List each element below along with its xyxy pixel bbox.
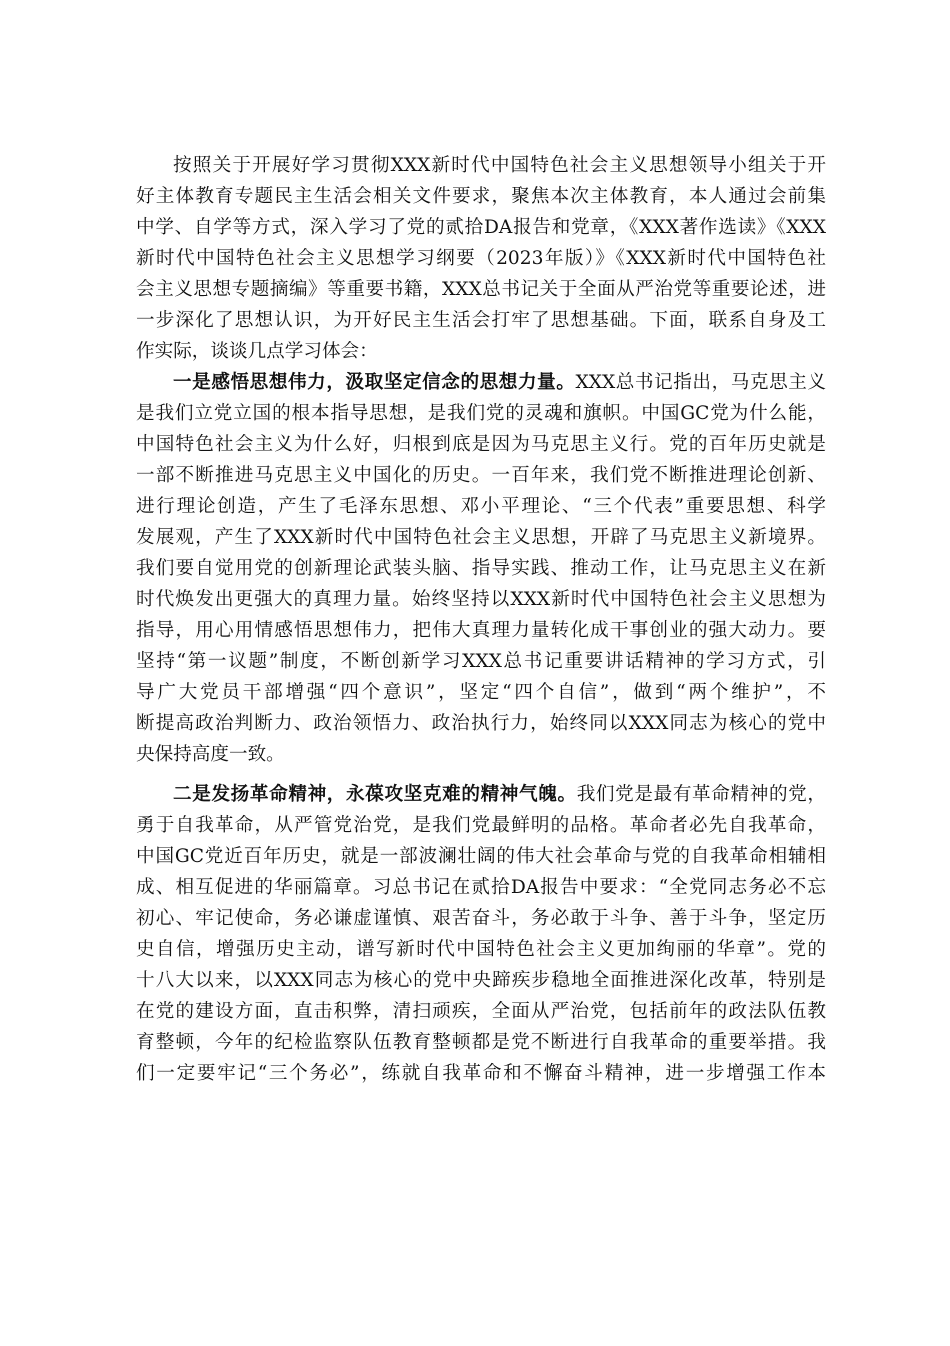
text-run: 我们党是最有革命精神的党， xyxy=(576,784,826,805)
text-line: 会主义思想专题摘编》等重要书籍，XXX总书记关于全面从严治党等重要论述，进 xyxy=(136,279,826,300)
text-line: 史自信，增强历史主动，谱写新时代中国特色社会主义更加绚丽的华章”。党的 xyxy=(136,939,826,960)
text-line: 导广大党员干部增强“四个意识”，坚定“四个自信”，做到“两个维护”，不 xyxy=(136,682,826,703)
text-line: 央保持高度一致。 xyxy=(136,744,285,765)
text-line: 指导，用心用情感悟思想伟力，把伟大真理力量转化成干事创业的强大动力。要 xyxy=(136,620,826,641)
text-line: 中国特色社会主义为什么好，归根到底是因为马克思主义行。党的百年历史就是 xyxy=(136,434,826,455)
paragraph-section-one xyxy=(136,367,826,770)
text-line: 在党的建设方面，直击积弊，清扫顽疾，全面从严治党，包括前年的政法队伍教 xyxy=(136,1001,826,1022)
text-run: XXX总书记指出，马克思主义 xyxy=(575,372,826,393)
text-line: 我们要自觉用党的创新理论武装头脑、指导实践、推动工作，让马克思主义在新 xyxy=(136,558,826,579)
text-line: 成、相互促进的华丽篇章。习总书记在贰拾DA报告中要求：“全党同志务必不忘 xyxy=(136,877,826,898)
text-line: 按照关于开展好学习贯彻XXX新时代中国特色社会主义思想领导小组关于开 xyxy=(173,155,826,176)
text-line: 初心、牢记使命，务必谦虚谨慎、艰苦奋斗，务必敢于斗争、善于斗争，坚定历 xyxy=(136,908,826,929)
paragraph-gap xyxy=(136,770,826,779)
section-heading: 二是发扬革命精神，永葆攻坚克难的精神气魄。 xyxy=(173,784,577,805)
text-line: 中国GC党近百年历史，就是一部波澜壮阔的伟大社会革命与党的自我革命相辅相 xyxy=(136,846,826,867)
text-line: 十八大以来，以XXX同志为核心的党中央蹄疾步稳地全面推进深化改革，特别是 xyxy=(136,970,826,991)
text-line: 勇于自我革命，从严管党治党，是我们党最鲜明的品格。革命者必先自我革命， xyxy=(136,815,826,836)
text-line: 是我们立党立国的根本指导思想，是我们党的灵魂和旗帜。中国GC党为什么能， xyxy=(136,403,826,424)
text-line: 好主体教育专题民主生活会相关文件要求，聚焦本次主体教育，本人通过会前集 xyxy=(136,186,826,207)
text-line: 中学、自学等方式，深入学习了党的贰拾DA报告和党章，《XXX著作选读》《XXX xyxy=(136,217,826,238)
text-line: 新时代中国特色社会主义思想学习纲要（2023年版）》《XXX新时代中国特色社 xyxy=(136,248,826,269)
section-heading: 一是感悟思想伟力，汲取坚定信念的思想力量。 xyxy=(173,372,576,393)
text-line: 一步深化了思想认识，为开好民主生活会打牢了思想基础。下面，联系自身及工 xyxy=(136,310,826,331)
text-line xyxy=(136,367,826,398)
text-line: 坚持“第一议题”制度，不断创新学习XXX总书记重要讲话精神的学习方式，引 xyxy=(136,651,826,672)
text-line: 一部不断推进马克思主义中国化的历史。一百年来，我们党不断推进理论创新、 xyxy=(136,465,826,486)
text-line: 发展观，产生了XXX新时代中国特色社会主义思想，开辟了马克思主义新境界。 xyxy=(136,527,826,548)
text-line: 时代焕发出更强大的真理力量。始终坚持以XXX新时代中国特色社会主义思想为 xyxy=(136,589,826,610)
document-body xyxy=(136,150,826,1089)
text-line: 育整顿，今年的纪检监察队伍教育整顿都是党不断进行自我革命的重要举措。我 xyxy=(136,1032,826,1053)
text-line xyxy=(136,779,826,810)
text-line: 断提高政治判断力、政治领悟力、政治执行力，始终同以XXX同志为核心的党中 xyxy=(136,713,826,734)
text-line: 进行理论创造，产生了毛泽东思想、邓小平理论、“三个代表”重要思想、科学 xyxy=(136,496,826,517)
text-line: 作实际，谈谈几点学习体会： xyxy=(136,341,378,362)
paragraph-section-two xyxy=(136,779,826,1089)
text-line: 们一定要牢记“三个务必”，练就自我革命和不懈奋斗精神，进一步增强工作本 xyxy=(136,1063,826,1084)
paragraph-intro xyxy=(136,150,826,367)
